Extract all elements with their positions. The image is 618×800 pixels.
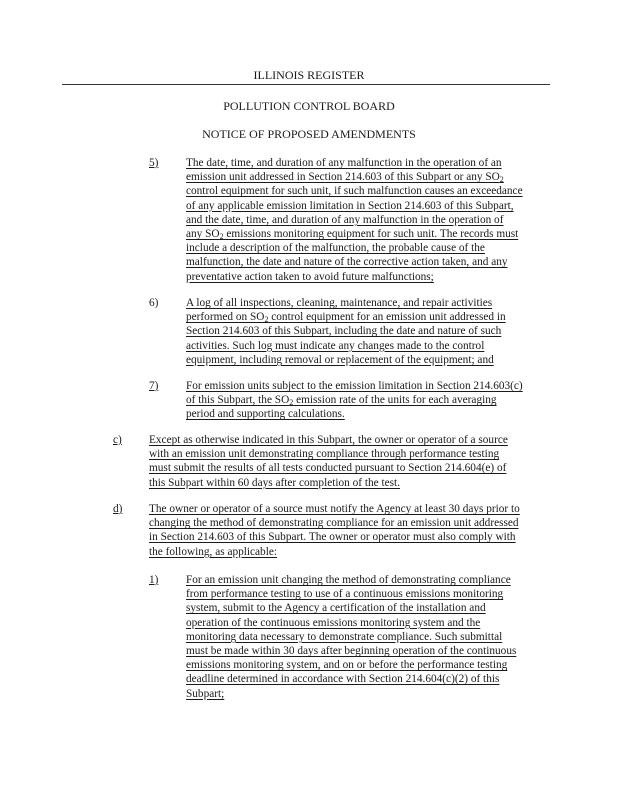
notice-title: NOTICE OF PROPOSED AMENDMENTS [202, 127, 416, 141]
item-c-text [149, 433, 508, 490]
board-title: POLLUTION CONTROL BOARD [223, 99, 395, 113]
header-rule [62, 84, 550, 85]
item-5-text [186, 156, 523, 284]
text-line: Section 214.603 of this Subpart, including the date and nature of such [186, 325, 502, 338]
text-line: emissions monitoring system, and on or before the performance testing [186, 659, 508, 672]
text-line: deadline determined in accordance with Section 214.604(c)(2) of this [186, 673, 500, 686]
text-line: Subpart; [186, 687, 225, 700]
item-5-label: 5) [149, 157, 159, 169]
text-line: preventative action taken to avoid future malfunctions; [186, 270, 434, 283]
text-line: include a description of the malfunction, the probable cause of the [186, 242, 485, 255]
text-line: changing the method of demonstrating compliance for an emission unit addressed [149, 517, 519, 530]
text-line: must submit the results of all tests conducted pursuant to Section 214.604(e) of [149, 462, 507, 475]
item-6-label: 6) [149, 297, 159, 309]
text-line: operation of the continuous emissions monitoring system and the [186, 616, 481, 629]
text-line: the following, as applicable: [149, 545, 277, 558]
text-line: control equipment for such unit, if such malfunction causes an exceedance [186, 185, 523, 198]
text-line: activities. Such log must indicate any changes made to the control [186, 339, 485, 352]
text-line: monitoring data necessary to demonstrate compliance. Such submittal [186, 630, 503, 643]
text-line: For emission units subject to the emission limitation in Section 214.603(c) [186, 380, 523, 392]
text-line: from performance testing to use of a continuous emissions monitoring [186, 588, 504, 601]
text-line: any $SO_2$ emissions monitoring equipment for such unit. The records must [186, 228, 519, 242]
text-line: period and supporting calculations. [186, 408, 345, 421]
text-line: and the date, time, and duration of any malfunction in the operation of [186, 213, 504, 226]
text-line: of this Subpart, the $SO_2$ emission rate of the units for each averaging [186, 394, 497, 408]
item-7-label: 7) [149, 380, 159, 392]
item-d-text [149, 502, 520, 559]
text-line: with an emission unit demonstrating compliance through performance testing [149, 448, 500, 461]
text-line: The owner or operator of a source must notify the Agency at least 30 days prior to [149, 503, 520, 515]
text-line: system, submit to the Agency a certification of the installation and [186, 602, 486, 615]
text-line: must be made within 30 days after beginning operation of the continuous [186, 645, 517, 658]
item-7-text [186, 379, 523, 422]
item-6-text [186, 296, 506, 367]
item-d-label: d) [113, 503, 123, 515]
text-line: For an emission unit changing the method of demonstrating compliance [186, 574, 511, 586]
text-line: equipment, including removal or replacement of the equipment; and [186, 353, 494, 366]
text-line: in Section 214.603 of this Subpart. The owner or operator must also comply with [149, 531, 516, 544]
item-d-1-label: 1) [149, 574, 159, 586]
item-d-1-text [186, 573, 516, 701]
text-line: malfunction, the date and nature of the corrective action taken, and any [186, 256, 508, 269]
text-line: of any applicable emission limitation in Section 214.603 of this Subpart, [186, 199, 514, 212]
text-line: this Subpart within 60 days after completion of the test. [149, 476, 400, 489]
text-line: A log of all inspections, cleaning, maintenance, and repair activities [186, 297, 493, 309]
text-line: performed on $SO_2$ control equipment for an emission unit addressed in [186, 311, 506, 325]
text-line: emission unit addressed in Section 214.603 of this Subpart or any $SO_2$ [186, 171, 504, 185]
text-line: The date, time, and duration of any malfunction in the operation of an [186, 157, 502, 169]
register-title: ILLINOIS REGISTER [253, 68, 365, 82]
item-c-label: c) [113, 434, 122, 446]
text-line: Except as otherwise indicated in this Subpart, the owner or operator of a source [149, 434, 508, 446]
